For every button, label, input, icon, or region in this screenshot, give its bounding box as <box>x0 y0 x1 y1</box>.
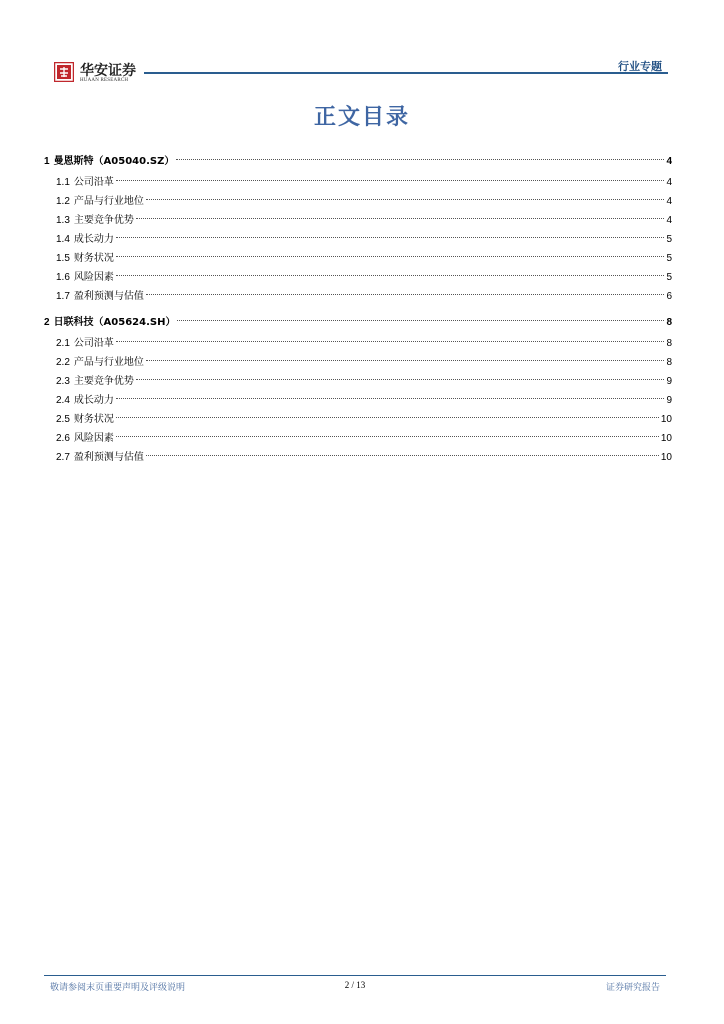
toc-entry-page: 4 <box>666 156 672 167</box>
toc-entry-page: 4 <box>666 215 672 226</box>
toc-entry-title: 盈利预测与估值 <box>73 291 144 302</box>
toc-subsection-entry[interactable] <box>44 353 672 372</box>
toc-entry-title: 成长动力 <box>73 234 114 245</box>
toc-entry-page: 10 <box>660 433 672 444</box>
toc-entry-title: 日联科技（A05624.SH） <box>53 317 176 328</box>
toc-subsection-entry[interactable] <box>44 287 672 306</box>
toc-subsection-entry[interactable] <box>44 334 672 353</box>
report-category: 证券研究报告 <box>605 983 660 993</box>
toc-entry-page: 4 <box>666 196 672 207</box>
toc-subsection-entry[interactable] <box>44 372 672 391</box>
toc-entry-page: 9 <box>666 395 672 406</box>
toc-dot-leader <box>116 436 659 437</box>
toc-entry-page: 5 <box>666 253 672 264</box>
toc-entry-page: 10 <box>660 452 672 463</box>
toc-subsection-entry[interactable] <box>44 268 672 287</box>
toc-entry-title: 公司沿革 <box>73 338 114 349</box>
toc-entry-title: 公司沿革 <box>73 177 114 188</box>
toc-dot-leader <box>146 455 659 456</box>
disclaimer-note[interactable]: 敬请参阅末页重要声明及评级说明 <box>50 983 186 993</box>
toc-entry-title: 成长动力 <box>73 395 114 406</box>
toc-subsection-entry[interactable] <box>44 230 672 249</box>
toc-section-entry[interactable] <box>44 312 672 334</box>
toc-dot-leader <box>116 417 659 418</box>
header-divider <box>144 72 668 74</box>
toc-entry-page: 4 <box>666 177 672 188</box>
huaan-logo-icon <box>54 62 74 82</box>
toc-entry-title: 曼恩斯特（A05040.SZ） <box>53 156 175 167</box>
footer-divider <box>44 975 666 976</box>
toc-entry-title: 产品与行业地位 <box>73 357 144 368</box>
toc-entry-page: 8 <box>666 357 672 368</box>
toc-entry-number: 2.1 <box>56 338 70 349</box>
logo-chinese-name: 华安证券 <box>80 63 136 79</box>
table-of-contents <box>44 151 672 467</box>
toc-entry-number: 2 <box>44 317 50 328</box>
toc-entry-page: 8 <box>666 338 672 349</box>
page-header <box>52 58 668 88</box>
toc-entry-title: 盈利预测与估值 <box>73 452 144 463</box>
toc-subsection-entry[interactable] <box>44 249 672 268</box>
page-title: 正文目录 <box>313 104 410 130</box>
toc-entry-title: 风险因素 <box>73 272 114 283</box>
toc-entry-number: 1.5 <box>56 253 70 264</box>
toc-entry-number: 2.3 <box>56 376 70 387</box>
toc-entry-title: 产品与行业地位 <box>73 196 144 207</box>
toc-subsection-entry[interactable] <box>44 173 672 192</box>
toc-entry-number: 2.7 <box>56 452 70 463</box>
toc-entry-title: 财务状况 <box>73 414 114 425</box>
toc-subsection-entry[interactable] <box>44 192 672 211</box>
toc-subsection-entry[interactable] <box>44 448 672 467</box>
toc-entry-page: 5 <box>666 272 672 283</box>
toc-entry-number: 2.6 <box>56 433 70 444</box>
toc-dot-leader <box>116 275 665 276</box>
toc-dot-leader <box>146 199 665 200</box>
logo-english-name: HUAAN RESEARCH <box>80 78 129 83</box>
toc-entry-number: 1.7 <box>56 291 70 302</box>
toc-entry-number: 1.3 <box>56 215 70 226</box>
toc-entry-number: 1.2 <box>56 196 70 207</box>
toc-entry-number: 1.4 <box>56 234 70 245</box>
toc-entry-title: 财务状况 <box>73 253 114 264</box>
toc-entry-number: 2.5 <box>56 414 70 425</box>
toc-subsection-entry[interactable] <box>44 429 672 448</box>
page-footer <box>44 980 666 994</box>
toc-dot-leader <box>116 341 665 342</box>
toc-dot-leader <box>176 159 664 160</box>
toc-entry-title: 主要竞争优势 <box>73 215 134 226</box>
toc-dot-leader <box>116 398 665 399</box>
page-number: 2 / 13 <box>344 980 366 990</box>
toc-dot-leader <box>146 294 665 295</box>
toc-entry-page: 9 <box>666 376 672 387</box>
toc-dot-leader <box>177 320 664 321</box>
toc-entry-page: 10 <box>660 414 672 425</box>
toc-dot-leader <box>136 218 665 219</box>
toc-entry-number: 1.6 <box>56 272 70 283</box>
toc-entry-number: 2.4 <box>56 395 70 406</box>
toc-dot-leader <box>136 379 665 380</box>
toc-entry-page: 6 <box>666 291 672 302</box>
toc-dot-leader <box>146 360 665 361</box>
toc-entry-number: 1.1 <box>56 177 70 188</box>
toc-entry-page: 5 <box>666 234 672 245</box>
toc-dot-leader <box>116 180 665 181</box>
toc-entry-title: 主要竞争优势 <box>73 376 134 387</box>
toc-dot-leader <box>116 256 665 257</box>
toc-subsection-entry[interactable] <box>44 211 672 230</box>
toc-subsection-entry[interactable] <box>44 391 672 410</box>
report-type-label: 行业专题 <box>618 60 662 73</box>
toc-entry-title: 风险因素 <box>73 433 114 444</box>
toc-entry-page: 8 <box>666 317 672 328</box>
toc-entry-number: 2.2 <box>56 357 70 368</box>
toc-entry-number: 1 <box>44 156 50 167</box>
toc-dot-leader <box>116 237 665 238</box>
toc-subsection-entry[interactable] <box>44 410 672 429</box>
toc-section-entry[interactable] <box>44 151 672 173</box>
